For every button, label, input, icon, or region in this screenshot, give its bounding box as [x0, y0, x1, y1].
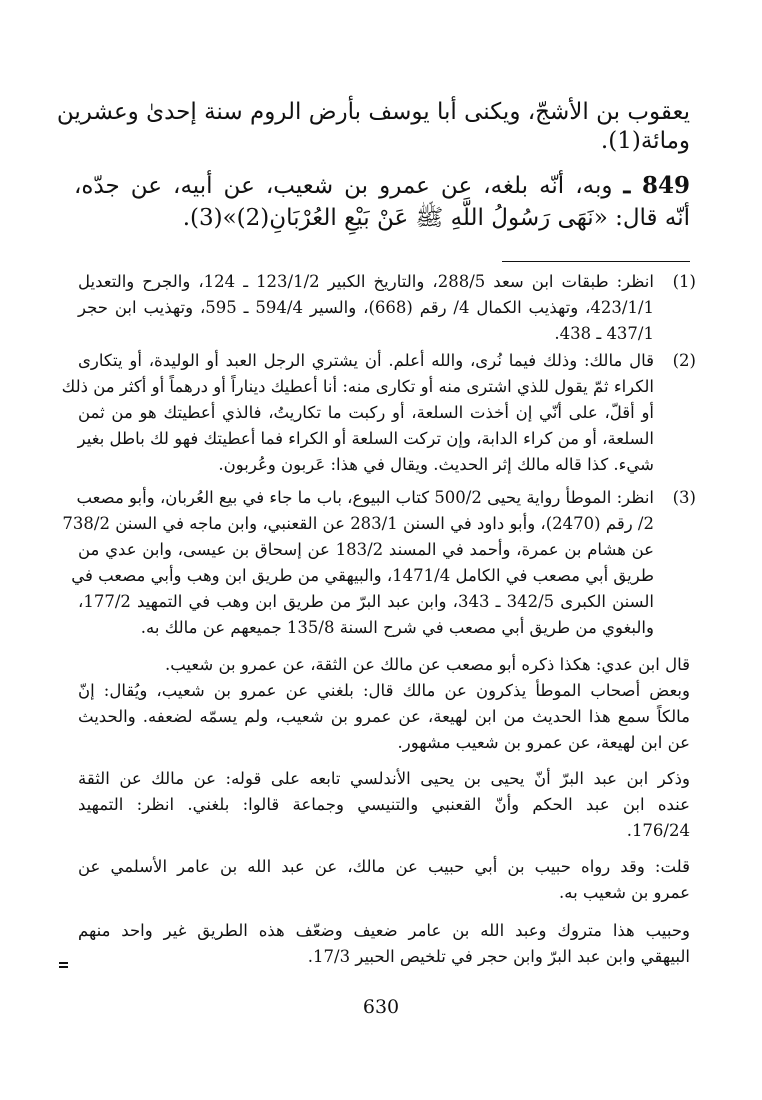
- footnote-number: (2): [672, 351, 696, 370]
- footnote-line: 176/24.: [626, 821, 690, 840]
- footnote-separator: [502, 261, 690, 262]
- footnote-line: وبعض أصحاب الموطأ يذكرون عن مالك قال: بلغني عن عمرو بن شعيب، ويُقال: إنّ: [78, 681, 690, 700]
- footnote-line: انظر: طبقات ابن سعد 288/5، والتاريخ الكبير 123/1/2 ـ 124، والجرح والتعديل: [78, 272, 654, 291]
- footnote-line: وذكر ابن عبد البرّ أنّ يحيى بن يحيى الأندلسي تابعه على قوله: عن مالك عن الثقة: [78, 769, 690, 788]
- footnote-line: طريق أبي مصعب في الكامل 1471/4، والبيهقي من طريق ابن وهب وأبي مصعب في: [71, 566, 654, 585]
- hadith-line: [74, 171, 690, 201]
- footnote-line: قلت: وقد رواه حبيب بن أبي حبيب عن مالك، عن عبد الله بن عامر الأسلمي عن: [78, 857, 690, 876]
- footnote-line: 2/ رقم (2470)، وأبو داود في السنن 283/1 عن القعنبي، وابن ماجه في السنن 738/2: [62, 514, 654, 533]
- page-number: 630: [362, 996, 400, 1018]
- footnote-number: (1): [672, 272, 696, 291]
- hadith-matn-line: أنّه قال: «نَهَى رَسُولُ اللَّهِ ﷺ عَنْ بَيْعِ العُرْبَانِ(2)»(3).: [182, 205, 690, 231]
- margin-mark: [59, 962, 68, 968]
- footnote-line: مالكاً سمع هذا الحديث من ابن لهيعة، عن عمرو بن شعيب، ولم يسمّه لضعفه. والحديث: [78, 707, 690, 726]
- main-text-line-2: ومائة(1).: [600, 128, 690, 154]
- footnote-line: السلعة، أو من كراء الدابة، وإن تركت السلعة أو الكراء فما أعطيتك فهو لك باطل بغير: [77, 429, 654, 448]
- footnote-line: البيهقي وابن عبد البرّ وابن حجر في تلخيص الحبير 17/3.: [307, 947, 690, 966]
- main-text-line-1: يعقوب بن الأشجّ، ويكنى أبا يوسف بأرض الروم سنة إحدىٰ وعشرين: [56, 99, 690, 125]
- footnote-line: السنن الكبرى 342/5 ـ 343، وابن عبد البرّ من طريق ابن وهب في التمهيد 177/2،: [78, 592, 654, 611]
- footnote-line: وحبيب هذا متروك وعبد الله بن عامر ضعيف وضعّف هذه الطريق غير واحد منهم: [78, 921, 690, 940]
- footnote-line: عن ابن لهيعة، عن عمرو بن شعيب مشهور.: [397, 733, 690, 752]
- footnote-line: انظر: الموطأ رواية يحيى 500/2 كتاب البيوع، باب ما جاء في بيع العُربان، وأبو مصعب: [76, 488, 654, 507]
- footnote-line: شيء. كذا قاله مالك إثر الحديث. ويقال في هذا: عَربون وعُربون.: [218, 455, 654, 474]
- footnote-line: 423/1/1، وتهذيب الكمال 4/ رقم (668)، والسير 594/4 ـ 595، وتهذيب ابن حجر: [78, 298, 654, 317]
- footnote-number: (3): [672, 488, 696, 507]
- footnote-line: قال ابن عدي: هكذا ذكره أبو مصعب عن مالك عن الثقة، عن عمرو بن شعيب.: [164, 655, 690, 674]
- footnote-line: قال مالك: وذلك فيما نُرى، والله أعلم. أن يشتري الرجل العبد أو الوليدة، أو يتكارى: [78, 351, 654, 370]
- footnote-line: عمرو بن شعيب به.: [559, 883, 690, 902]
- footnote-line: والبغوي من طريق أبي مصعب في شرح السنة 135/8 جميعهم عن مالك به.: [140, 618, 654, 637]
- footnote-line: عن هشام بن عمرة، وأحمد في المسند 183/2 عن إسحاق بن عيسى، وابن عدي من: [78, 540, 654, 559]
- hadith-number: 849 ـ: [623, 172, 691, 199]
- footnote-line: عنده ابن عبد الحكم وأنّ القعنبي والتنيسي وجماعة قالوا: بلغني. انظر: التمهيد: [78, 795, 690, 814]
- footnote-line: 437/1 ـ 438.: [554, 324, 654, 343]
- hadith-line-text: وبه، أنّه بلغه، عن عمرو بن شعيب، عن أبيه، عن جدّه،: [74, 173, 613, 199]
- footnote-line: الكراء ثمّ يقول للذي اشترى منه أو تكارى منه: أنا أعطيك ديناراً أو درهماً أو أكثر من ذلك: [61, 377, 654, 396]
- footnote-line: أو أقلّ، على أنّي إن أخذت السلعة، أو ركبت ما تكاريتُ، فالذي أعطيتك هو من ثمن: [78, 403, 654, 422]
